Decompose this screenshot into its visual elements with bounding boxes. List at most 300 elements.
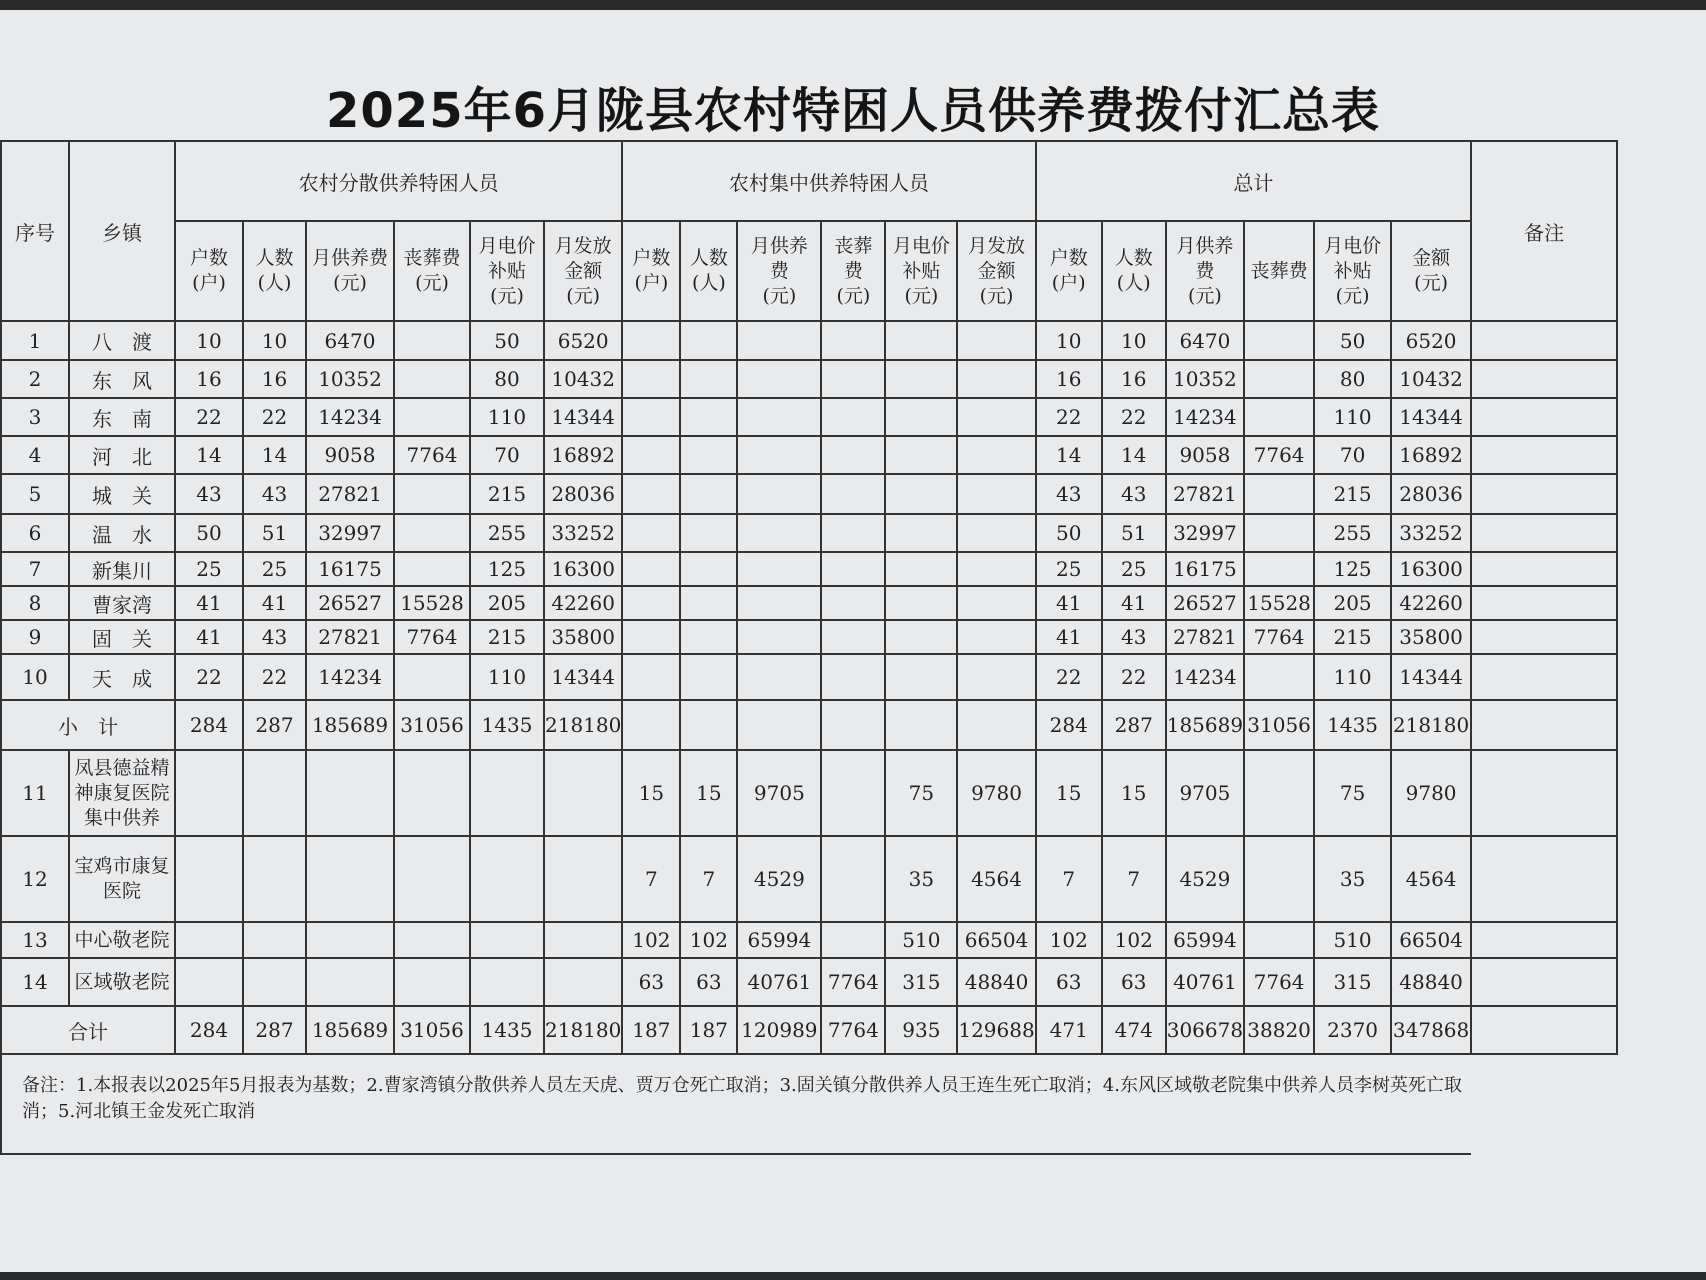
row-seq: 12 [1,836,69,922]
data-cell [957,474,1035,514]
data-cell: 25 [1102,552,1166,586]
data-cell: 14344 [1391,654,1471,700]
data-cell [243,750,306,836]
document-title: 2025年6月陇县农村特困人员供养费拨付汇总表 [326,83,1380,139]
data-cell: 6470 [306,321,394,360]
data-cell: 284 [1036,700,1102,750]
data-cell [1244,360,1314,398]
data-cell: 1435 [470,1006,544,1054]
data-cell: 25 [1036,552,1102,586]
column-header: 丧葬费 [1244,221,1314,321]
row-town: 曹家湾 [69,586,175,620]
data-cell [957,620,1035,654]
data-cell: 7764 [1244,436,1314,474]
data-cell: 284 [175,1006,243,1054]
data-cell: 14 [175,436,243,474]
data-cell: 41 [175,586,243,620]
data-cell: 22 [175,398,243,436]
column-header: 人数 (人) [680,221,737,321]
row-town: 温 水 [69,514,175,552]
table-row [1,620,1617,654]
data-cell [544,836,622,922]
data-cell: 9705 [1166,750,1244,836]
row-town: 区域敬老院 [69,958,175,1006]
data-cell: 41 [1036,586,1102,620]
data-cell [394,514,470,552]
data-cell: 7 [680,836,737,922]
row-seq: 9 [1,620,69,654]
column-header: 月发放 金额 (元) [957,221,1035,321]
data-cell: 27821 [306,620,394,654]
header-remark: 备注 [1471,141,1617,321]
data-cell: 125 [1314,552,1391,586]
table-row [1,398,1617,436]
data-cell: 27821 [306,474,394,514]
data-cell: 10352 [1166,360,1244,398]
data-cell: 28036 [1391,474,1471,514]
data-cell: 218180 [1391,700,1471,750]
data-cell: 32997 [1166,514,1244,552]
data-cell: 215 [470,620,544,654]
data-cell: 510 [1314,922,1391,958]
data-cell [737,474,821,514]
data-cell [470,922,544,958]
data-cell [622,700,680,750]
data-cell [821,654,885,700]
data-cell: 6520 [1391,321,1471,360]
data-cell: 110 [470,398,544,436]
data-cell: 14344 [544,654,622,700]
data-cell [394,398,470,436]
data-cell: 33252 [1391,514,1471,552]
data-cell: 284 [175,700,243,750]
column-header: 丧葬费 (元) [394,221,470,321]
remark-cell [1471,922,1617,958]
row-seq: 10 [1,654,69,700]
data-cell: 306678 [1166,1006,1244,1054]
data-cell [821,922,885,958]
data-cell [1244,321,1314,360]
remark-cell [1471,436,1617,474]
data-cell: 16300 [544,552,622,586]
row-seq: 14 [1,958,69,1006]
data-cell: 10 [1036,321,1102,360]
data-cell [1244,836,1314,922]
data-cell [821,750,885,836]
column-header: 户数 (户) [175,221,243,321]
data-cell: 14344 [544,398,622,436]
data-cell [737,514,821,552]
data-cell [680,586,737,620]
remark-cell [1471,700,1617,750]
table-row [1,514,1617,552]
data-cell [737,700,821,750]
data-cell [821,514,885,552]
data-cell: 255 [1314,514,1391,552]
data-cell [622,514,680,552]
data-cell: 215 [1314,620,1391,654]
data-cell: 50 [1314,321,1391,360]
remark-cell [1471,836,1617,922]
table-row [1,552,1617,586]
data-cell [737,321,821,360]
document-page [0,10,1706,1272]
data-cell [680,654,737,700]
data-cell: 22 [1102,654,1166,700]
data-cell: 14234 [1166,654,1244,700]
data-cell [622,654,680,700]
data-cell [821,586,885,620]
data-cell: 4564 [957,836,1035,922]
data-cell: 28036 [544,474,622,514]
data-cell: 16175 [306,552,394,586]
data-cell: 4529 [737,836,821,922]
data-cell: 187 [622,1006,680,1054]
row-seq: 5 [1,474,69,514]
data-cell: 16175 [1166,552,1244,586]
data-cell: 41 [1036,620,1102,654]
header-total-group: 总计 [1036,141,1471,221]
header-dispersed-group: 农村分散供养特困人员 [175,141,622,221]
data-cell: 215 [1314,474,1391,514]
data-cell [957,398,1035,436]
data-cell: 125 [470,552,544,586]
data-cell [680,360,737,398]
row-town: 天 成 [69,654,175,700]
data-cell [175,750,243,836]
data-cell: 16892 [544,436,622,474]
remark-cell [1471,654,1617,700]
data-cell: 22 [243,398,306,436]
data-cell: 14 [243,436,306,474]
data-cell: 31056 [1244,700,1314,750]
data-cell: 63 [622,958,680,1006]
column-header: 月电价 补贴 (元) [1314,221,1391,321]
data-cell [1244,552,1314,586]
data-cell [885,654,957,700]
data-cell: 42260 [544,586,622,620]
data-cell: 218180 [544,700,622,750]
data-cell: 15 [1036,750,1102,836]
data-cell: 9780 [957,750,1035,836]
data-cell: 10352 [306,360,394,398]
data-cell: 31056 [394,1006,470,1054]
data-cell: 2370 [1314,1006,1391,1054]
row-seq: 1 [1,321,69,360]
remark-cell [1471,750,1617,836]
table-row [1,321,1617,360]
data-cell: 38820 [1244,1006,1314,1054]
data-cell [885,552,957,586]
row-town: 固 关 [69,620,175,654]
remarks-note: 备注：1.本报表以2025年5月报表为基数；2.曹家湾镇分散供养人员左天虎、贾万仓死亡取消；3.固关镇分散供养人员王连生死亡取消；4.东风区域敬老院集中供养人员李树英死亡取消；5.河北镇王金发死亡取消 [1,1054,1471,1154]
data-cell: 185689 [306,1006,394,1054]
data-cell [957,552,1035,586]
data-cell: 10 [243,321,306,360]
data-cell: 6470 [1166,321,1244,360]
data-cell: 1435 [1314,700,1391,750]
data-cell: 26527 [1166,586,1244,620]
subtotal-row-label: 小 计 [1,700,175,750]
data-cell [737,436,821,474]
data-cell: 935 [885,1006,957,1054]
data-cell [885,700,957,750]
row-town: 新集川 [69,552,175,586]
data-cell [394,750,470,836]
data-cell [622,620,680,654]
data-cell [544,750,622,836]
data-cell [394,958,470,1006]
table-row [1,654,1617,700]
data-cell: 10 [175,321,243,360]
data-cell: 48840 [957,958,1035,1006]
data-cell: 16 [1036,360,1102,398]
data-cell [306,958,394,1006]
column-header: 人数 (人) [243,221,306,321]
data-cell: 43 [1102,474,1166,514]
data-cell: 22 [1036,654,1102,700]
row-town: 宝鸡市康复 医院 [69,836,175,922]
remark-cell [1471,398,1617,436]
data-cell: 43 [1036,474,1102,514]
data-cell: 80 [1314,360,1391,398]
data-cell: 50 [1036,514,1102,552]
row-seq: 6 [1,514,69,552]
data-cell [821,398,885,436]
data-cell: 43 [175,474,243,514]
data-cell: 474 [1102,1006,1166,1054]
remark-cell [1471,586,1617,620]
data-cell: 1435 [470,700,544,750]
data-cell [821,436,885,474]
data-cell: 63 [1102,958,1166,1006]
data-cell: 110 [1314,398,1391,436]
data-cell: 10432 [1391,360,1471,398]
data-cell [680,474,737,514]
data-cell: 7764 [1244,620,1314,654]
note-blank [1471,1054,1617,1154]
data-cell [175,836,243,922]
remark-cell [1471,474,1617,514]
data-cell [885,474,957,514]
data-cell [622,436,680,474]
data-cell: 255 [470,514,544,552]
data-cell [821,836,885,922]
data-cell [737,398,821,436]
row-town: 凤县德益精 神康复医院 集中供养 [69,750,175,836]
data-cell: 48840 [1391,958,1471,1006]
data-cell [957,514,1035,552]
data-cell: 66504 [1391,922,1471,958]
data-cell: 110 [1314,654,1391,700]
data-cell: 15 [680,750,737,836]
data-cell: 110 [470,654,544,700]
data-cell [306,750,394,836]
data-cell: 63 [680,958,737,1006]
table-row [1,474,1617,514]
data-cell: 9780 [1391,750,1471,836]
table-row [1,922,1617,958]
data-cell [306,836,394,922]
data-cell [821,360,885,398]
data-cell [243,836,306,922]
data-cell: 7764 [1244,958,1314,1006]
data-cell [957,700,1035,750]
data-cell [680,398,737,436]
data-cell: 80 [470,360,544,398]
data-cell: 510 [885,922,957,958]
data-cell: 25 [175,552,243,586]
data-cell: 14344 [1391,398,1471,436]
data-cell [737,620,821,654]
data-cell: 70 [470,436,544,474]
data-cell: 15528 [1244,586,1314,620]
data-cell: 43 [243,474,306,514]
data-cell: 10432 [544,360,622,398]
data-cell: 33252 [544,514,622,552]
data-cell: 14 [1036,436,1102,474]
data-cell: 9058 [1166,436,1244,474]
row-seq: 4 [1,436,69,474]
data-cell [394,474,470,514]
data-cell [821,620,885,654]
data-cell: 129688 [957,1006,1035,1054]
data-cell [957,321,1035,360]
data-cell [737,552,821,586]
data-cell [957,360,1035,398]
data-cell: 15528 [394,586,470,620]
data-cell: 16892 [1391,436,1471,474]
data-cell: 63 [1036,958,1102,1006]
data-cell [737,654,821,700]
row-seq: 3 [1,398,69,436]
data-cell [394,321,470,360]
data-cell [680,436,737,474]
data-cell [1244,750,1314,836]
data-cell: 347868 [1391,1006,1471,1054]
data-cell: 6520 [544,321,622,360]
data-cell [175,958,243,1006]
data-cell [394,836,470,922]
data-cell [885,620,957,654]
data-cell [885,321,957,360]
data-cell: 27821 [1166,620,1244,654]
header-seq: 序号 [1,141,69,321]
data-cell [885,586,957,620]
data-cell: 27821 [1166,474,1244,514]
data-cell [394,552,470,586]
column-header: 月供养 费 (元) [1166,221,1244,321]
data-cell [622,586,680,620]
data-cell: 41 [1102,586,1166,620]
data-cell: 471 [1036,1006,1102,1054]
data-cell: 215 [470,474,544,514]
column-header: 户数 (户) [622,221,680,321]
data-cell: 65994 [1166,922,1244,958]
data-cell: 66504 [957,922,1035,958]
data-cell: 16 [175,360,243,398]
data-cell: 120989 [737,1006,821,1054]
table-row [1,836,1617,922]
remark-cell [1471,552,1617,586]
header-concentrated-group: 农村集中供养特困人员 [622,141,1035,221]
data-cell [821,321,885,360]
data-cell [1244,514,1314,552]
data-cell [470,958,544,1006]
row-town: 东 南 [69,398,175,436]
data-cell: 10 [1102,321,1166,360]
data-cell: 205 [470,586,544,620]
data-cell: 25 [243,552,306,586]
data-cell: 15 [1102,750,1166,836]
data-cell [737,586,821,620]
data-cell: 41 [243,586,306,620]
data-cell [1244,654,1314,700]
data-cell [175,922,243,958]
data-cell [1244,922,1314,958]
data-cell [544,958,622,1006]
table-row [1,958,1617,1006]
data-cell: 102 [622,922,680,958]
remark-cell [1471,514,1617,552]
data-cell: 40761 [737,958,821,1006]
row-town: 城 关 [69,474,175,514]
data-cell [737,360,821,398]
data-cell [394,360,470,398]
table-row [1,436,1617,474]
data-cell: 4529 [1166,836,1244,922]
column-header: 月电价 补贴 (元) [470,221,544,321]
data-cell: 51 [1102,514,1166,552]
data-cell: 26527 [306,586,394,620]
data-cell: 7764 [821,1006,885,1054]
data-cell: 9058 [306,436,394,474]
column-header: 月供养 费 (元) [737,221,821,321]
column-header: 金额 (元) [1391,221,1471,321]
row-town: 河 北 [69,436,175,474]
subtotal-row [1,700,1617,750]
data-cell: 35 [1314,836,1391,922]
data-cell: 4564 [1391,836,1471,922]
table-row [1,586,1617,620]
data-cell [885,514,957,552]
table-row [1,360,1617,398]
data-cell [957,586,1035,620]
data-cell: 35800 [1391,620,1471,654]
row-seq: 11 [1,750,69,836]
data-cell: 14234 [1166,398,1244,436]
data-cell: 102 [680,922,737,958]
column-header: 月供养费 (元) [306,221,394,321]
data-cell: 43 [1102,620,1166,654]
data-cell: 15 [622,750,680,836]
data-cell [394,654,470,700]
data-cell [622,321,680,360]
data-cell [243,922,306,958]
table-row [1,750,1617,836]
remark-cell [1471,321,1617,360]
remark-cell [1471,360,1617,398]
data-cell: 102 [1102,922,1166,958]
data-cell: 14 [1102,436,1166,474]
data-cell: 50 [175,514,243,552]
data-cell: 315 [885,958,957,1006]
row-seq: 2 [1,360,69,398]
row-town: 中心敬老院 [69,922,175,958]
data-cell [680,700,737,750]
data-cell [243,958,306,1006]
data-cell [622,552,680,586]
